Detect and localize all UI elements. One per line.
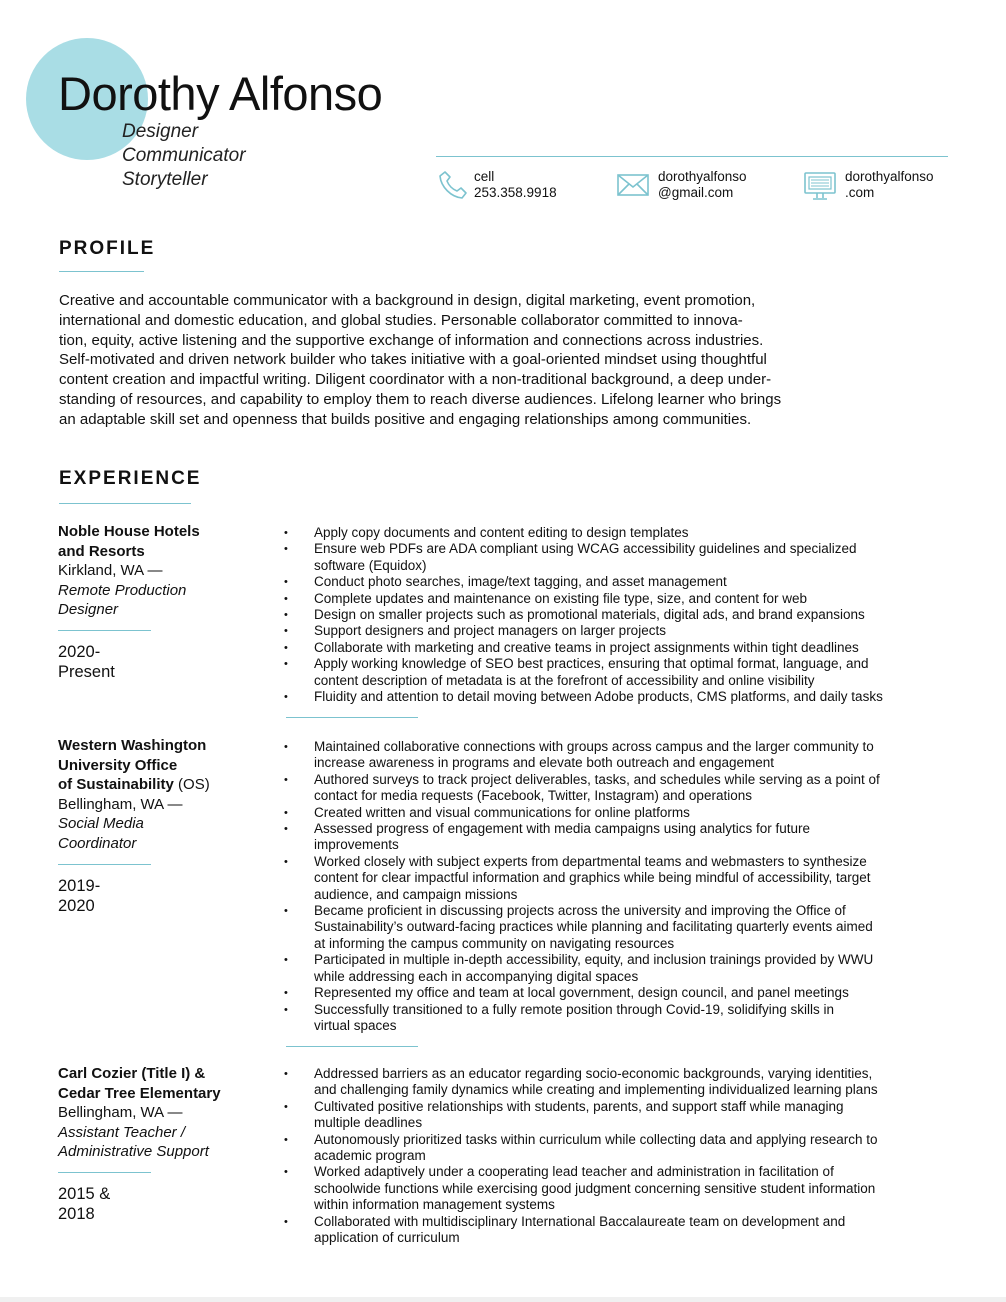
contact-divider bbox=[436, 156, 948, 157]
job-bullets bbox=[282, 739, 962, 1034]
profile-line: an adaptable skill set and openness that builds positive and engaging relationships among communities. bbox=[59, 410, 752, 428]
contact-email bbox=[616, 168, 747, 202]
envelope-icon bbox=[616, 168, 650, 202]
job-divider bbox=[58, 1172, 151, 1173]
monitor-icon bbox=[803, 168, 837, 202]
list-item: • Became proficient in discussing projects across the university and improving the Office of Sustainability’s outward-facing practices while planning and facilitating quarterly events aimed at informing the campus community on navigating resources bbox=[282, 903, 962, 952]
job-organization: Western Washington University Office of Sustainability (OS) bbox=[58, 737, 210, 794]
profile-line: standing of resources, and capability to employ them to reach diverse audiences. Lifelong learner who brings bbox=[59, 390, 782, 408]
role-tagline-list bbox=[122, 120, 246, 192]
list-item: • Autonomously prioritized tasks within curriculum while collecting data and applying research to academic program bbox=[282, 1132, 962, 1165]
list-item: • Conduct photo searches, image/text tagging, and asset management bbox=[282, 574, 962, 590]
profile-line: Creative and accountable communicator with a background in design, digital marketing, event promotion, bbox=[59, 292, 756, 309]
list-item: • Created written and visual communications for online platforms bbox=[282, 805, 962, 821]
website-name[interactable]: dorothyalfonso bbox=[845, 169, 934, 184]
email-domain[interactable]: @gmail.com bbox=[658, 185, 734, 200]
list-item: • Ensure web PDFs are ADA compliant using WCAG accessibility guidelines and specialized software (Equidox) bbox=[282, 541, 962, 574]
list-item: • Design on smaller projects such as promotional materials, digital ads, and brand expansions bbox=[282, 607, 962, 623]
list-item: • Apply working knowledge of SEO best practices, ensuring that optimal format, language, and content description of metadata is at the forefront of accessibility and online visibility bbox=[282, 656, 962, 689]
resume-name: Dorothy Alfonso bbox=[58, 67, 383, 120]
role-tagline: Designer bbox=[122, 121, 199, 142]
list-item: • Worked adaptively under a cooperating lead teacher and administration in facilitation of schoolwide functions while exercising good judgment concerning sensitive student information within information management systems bbox=[282, 1164, 962, 1213]
job-dates: 2015 & 2018 bbox=[58, 1184, 111, 1223]
job-separator bbox=[286, 717, 418, 718]
experience-heading: EXPERIENCE bbox=[59, 468, 202, 489]
role-tagline: Storyteller bbox=[122, 169, 208, 190]
profile-line: Self-motivated and driven network builder who takes initiative with a goal-oriented mindset using thoughtful bbox=[59, 351, 767, 369]
list-item: • Fluidity and attention to detail moving between Adobe products, CMS platforms, and daily tasks bbox=[282, 689, 962, 705]
job-organization: Carl Cozier (Title I) & Cedar Tree Elementary bbox=[58, 1065, 221, 1102]
contact-label: cell bbox=[474, 169, 495, 184]
role-tagline: Communicator bbox=[122, 145, 246, 166]
phone-number[interactable]: 253.358.9918 bbox=[474, 185, 557, 200]
job-organization: Noble House Hotels and Resorts bbox=[58, 523, 200, 560]
job-role: Social Media Coordinator bbox=[58, 815, 144, 852]
website-tld[interactable]: .com bbox=[845, 185, 875, 200]
list-item: • Addressed barriers as an educator regarding socio-economic backgrounds, varying identities, and challenging family dynamics while creating and implementing individualized learning plans bbox=[282, 1066, 962, 1099]
job-location: Bellingham, WA — bbox=[58, 1104, 183, 1122]
job-role: Remote Production Designer bbox=[58, 581, 187, 619]
job-role: Assistant Teacher / Administrative Support bbox=[58, 1123, 209, 1161]
profile-line: content creation and impactful writing. Diligent coordinator with a non-traditional background, a deep under- bbox=[59, 371, 772, 389]
job-meta bbox=[58, 1064, 258, 1224]
job-bullets bbox=[282, 525, 962, 705]
job-location: Bellingham, WA — bbox=[58, 795, 183, 813]
email-user[interactable]: dorothyalfonso bbox=[658, 169, 747, 184]
contact-phone bbox=[436, 168, 557, 202]
job-dates: 2020- Present bbox=[58, 642, 115, 681]
experience-divider bbox=[59, 503, 191, 504]
list-item: • Successfully transitioned to a fully remote position through Covid-19, solidifying skills in virtual spaces bbox=[282, 1002, 962, 1035]
job-meta bbox=[58, 736, 258, 916]
list-item: • Complete updates and maintenance on existing file type, size, and content for web bbox=[282, 591, 962, 607]
list-item: • Support designers and project managers on larger projects bbox=[282, 623, 962, 639]
list-item: • Maintained collaborative connections with groups across campus and the larger community to increase awareness in programs and elevate both outreach and engagement bbox=[282, 739, 962, 772]
job-location: Kirkland, WA — bbox=[58, 562, 163, 580]
phone-icon bbox=[436, 168, 470, 202]
profile-summary bbox=[59, 291, 879, 430]
job-separator bbox=[286, 1046, 418, 1047]
list-item: • Worked closely with subject experts from departmental teams and webmasters to synthesize content for clear impactful information and graphics while being mindful of accessibility, target audience, and campaign missions bbox=[282, 854, 962, 903]
profile-heading: PROFILE bbox=[59, 238, 156, 259]
list-item: • Apply copy documents and content editing to design templates bbox=[282, 525, 962, 541]
contact-website bbox=[803, 168, 934, 202]
page-bottom-edge bbox=[0, 1297, 1006, 1302]
list-item: • Cultivated positive relationships with students, parents, and support staff while managing multiple deadlines bbox=[282, 1099, 962, 1132]
job-bullets bbox=[282, 1066, 962, 1246]
profile-line: tion, equity, active listening and the supportive exchange of information and connections across industries. bbox=[59, 331, 764, 349]
list-item: • Represented my office and team at local government, design council, and panel meetings bbox=[282, 985, 962, 1001]
job-dates: 2019- 2020 bbox=[58, 876, 101, 915]
profile-line: international and domestic education, and global studies. Personable collaborator committed to innova- bbox=[59, 311, 743, 329]
list-item: • Participated in multiple in-depth accessibility, equity, and inclusion trainings provided by WWU while addressing each in accompanying digital spaces bbox=[282, 952, 962, 985]
profile-divider bbox=[59, 271, 144, 272]
job-divider bbox=[58, 864, 151, 865]
job-meta bbox=[58, 522, 258, 682]
list-item: • Authored surveys to track project deliverables, tasks, and schedules while serving as a point of contact for media requests (Facebook, Twitter, Instagram) and operations bbox=[282, 772, 962, 805]
list-item: • Assessed progress of engagement with media campaigns using analytics for future improvements bbox=[282, 821, 962, 854]
job-divider bbox=[58, 630, 151, 631]
list-item: • Collaborated with multidisciplinary International Baccalaureate team on development and application of curriculum bbox=[282, 1214, 962, 1247]
list-item: • Collaborate with marketing and creative teams in project assignments within tight deadlines bbox=[282, 640, 962, 656]
